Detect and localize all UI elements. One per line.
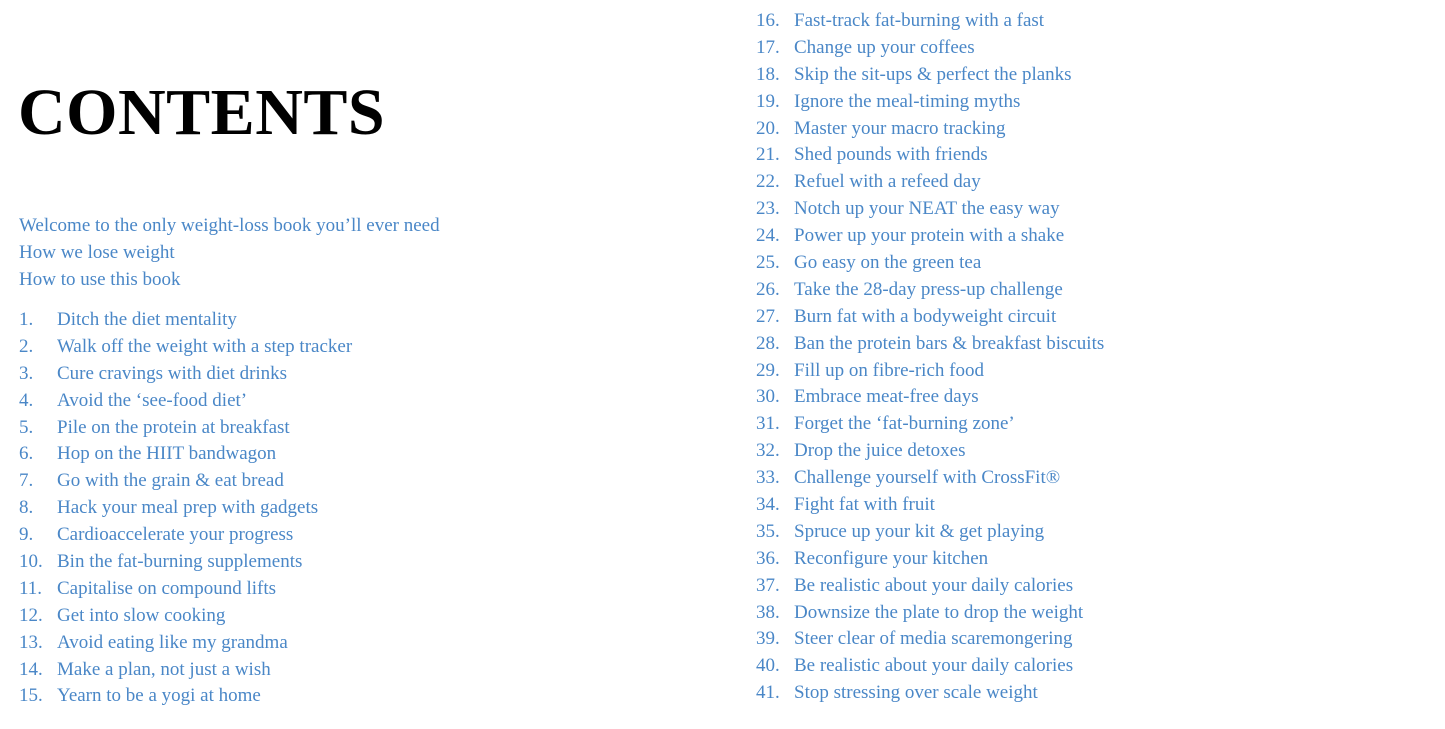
chapter-title: Reconfigure your kitchen (794, 547, 989, 569)
chapter-link[interactable] (19, 602, 352, 629)
chapter-link[interactable] (756, 141, 1104, 168)
chapter-title: Cure cravings with diet drinks (57, 362, 288, 384)
chapter-link[interactable] (756, 652, 1104, 679)
chapter-link[interactable] (756, 195, 1104, 222)
chapter-link[interactable] (756, 383, 1104, 410)
chapter-link[interactable] (19, 467, 352, 494)
chapter-title: Fight fat with fruit (794, 494, 935, 516)
chapter-number: 16. (756, 10, 780, 31)
page-title: CONTENTS (18, 76, 386, 149)
chapter-title: Hack your meal prep with gadgets (57, 497, 319, 519)
chapter-link[interactable] (756, 437, 1104, 464)
chapter-number: 38. (756, 601, 780, 623)
chapter-title: Avoid the ‘see-food diet’ (57, 389, 248, 411)
chapter-number: 10. (19, 551, 43, 573)
chapter-link[interactable] (756, 679, 1104, 706)
chapter-title: Go with the grain & eat bread (57, 470, 284, 492)
chapter-number: 18. (756, 63, 780, 85)
chapter-title: Get into slow cooking (57, 604, 226, 626)
chapter-number: 34. (756, 494, 780, 516)
chapter-number: 14. (19, 658, 43, 680)
chapter-list-left (19, 306, 352, 709)
chapter-title: Be realistic about your daily calories (794, 574, 1074, 596)
chapter-number: 40. (756, 655, 780, 677)
chapter-link[interactable] (756, 249, 1104, 276)
chapter-number: 33. (756, 467, 780, 489)
chapter-number: 12. (19, 604, 43, 626)
chapter-link[interactable] (19, 629, 352, 656)
chapter-title: Embrace meat-free days (794, 386, 979, 408)
chapter-title: Ban the protein bars & breakfast biscuits (794, 332, 1105, 354)
chapter-title: Master your macro tracking (794, 117, 1006, 139)
chapter-number: 28. (756, 332, 780, 354)
chapter-link[interactable] (756, 88, 1104, 115)
chapter-number: 27. (756, 305, 780, 327)
chapter-title: Steer clear of media scaremongering (794, 628, 1073, 650)
chapter-title: Shed pounds with friends (794, 144, 988, 166)
chapter-link[interactable] (19, 682, 352, 709)
chapter-title: Fast-track fat-burning with a fast (794, 10, 1045, 31)
chapter-link[interactable] (756, 222, 1104, 249)
chapter-number: 35. (756, 520, 780, 542)
intro-link-welcome[interactable]: Welcome to the only weight-loss book you’ll ever need (19, 215, 440, 236)
chapter-title: Yearn to be a yogi at home (57, 685, 261, 707)
chapter-number: 7. (19, 470, 34, 492)
chapter-number: 36. (756, 547, 780, 569)
chapter-link[interactable] (756, 518, 1104, 545)
chapter-number: 2. (19, 335, 34, 357)
chapter-link[interactable] (756, 61, 1104, 88)
chapter-title: Capitalise on compound lifts (57, 577, 277, 599)
chapter-link[interactable] (756, 464, 1104, 491)
chapter-number: 4. (19, 389, 34, 411)
chapter-title: Go easy on the green tea (794, 252, 982, 274)
chapter-number: 31. (756, 413, 780, 435)
chapter-list-right (756, 7, 1104, 706)
chapter-number: 39. (756, 628, 780, 650)
chapter-title: Power up your protein with a shake (794, 225, 1065, 247)
chapter-title: Challenge yourself with CrossFit® (794, 467, 1061, 489)
chapter-link[interactable] (19, 548, 352, 575)
chapter-title: Burn fat with a bodyweight circuit (794, 305, 1057, 327)
chapter-title: Change up your coffees (794, 36, 975, 58)
chapter-link[interactable] (756, 625, 1104, 652)
chapter-number: 9. (19, 524, 34, 546)
chapter-title: Ditch the diet mentality (57, 309, 237, 330)
chapter-title: Forget the ‘fat-burning zone’ (794, 413, 1015, 435)
chapter-link[interactable] (19, 440, 352, 467)
intro-link-how-to-use[interactable]: How to use this book (19, 269, 181, 290)
chapter-number: 3. (19, 362, 34, 384)
chapter-link[interactable] (19, 333, 352, 360)
chapter-number: 25. (756, 252, 780, 274)
chapter-link[interactable] (756, 572, 1104, 599)
chapter-number: 22. (756, 171, 780, 193)
chapter-title: Refuel with a refeed day (794, 171, 981, 193)
chapter-link[interactable] (756, 330, 1104, 357)
chapter-link[interactable] (756, 276, 1104, 303)
chapter-number: 5. (19, 416, 34, 438)
chapter-number: 15. (19, 685, 43, 707)
chapter-title: Pile on the protein at breakfast (57, 416, 290, 438)
chapter-title: Avoid eating like my grandma (57, 631, 288, 653)
chapter-title: Stop stressing over scale weight (794, 682, 1038, 704)
chapter-number: 37. (756, 574, 780, 596)
chapter-link[interactable] (19, 414, 352, 441)
chapter-link[interactable] (19, 575, 352, 602)
chapter-number: 8. (19, 497, 34, 519)
chapter-number: 20. (756, 117, 780, 139)
chapter-title: Downsize the plate to drop the weight (794, 601, 1084, 623)
chapter-title: Notch up your NEAT the easy way (794, 198, 1060, 220)
chapter-title: Drop the juice detoxes (794, 440, 966, 462)
chapter-link[interactable] (19, 306, 352, 333)
chapter-number: 13. (19, 631, 43, 653)
chapter-number: 24. (756, 225, 780, 247)
chapter-title: Be realistic about your daily calories (794, 655, 1074, 677)
chapter-link[interactable] (756, 545, 1104, 572)
chapter-title: Ignore the meal-timing myths (794, 90, 1021, 112)
chapter-title: Take the 28-day press-up challenge (794, 278, 1063, 300)
chapter-link[interactable] (756, 168, 1104, 195)
chapter-title: Fill up on fibre-rich food (794, 359, 984, 381)
chapter-link[interactable] (756, 115, 1104, 142)
chapter-number: 29. (756, 359, 780, 381)
chapter-number: 30. (756, 386, 780, 408)
chapter-title: Bin the fat-burning supplements (57, 551, 303, 573)
chapter-link[interactable] (756, 491, 1104, 518)
chapter-title: Cardioaccelerate your progress (57, 524, 294, 546)
chapter-number: 1. (19, 309, 34, 330)
chapter-title: Make a plan, not just a wish (57, 658, 271, 680)
chapter-title: Skip the sit-ups & perfect the planks (794, 63, 1072, 85)
chapter-number: 6. (19, 443, 34, 465)
chapter-link[interactable] (756, 34, 1104, 61)
chapter-number: 23. (756, 198, 780, 220)
chapter-link[interactable] (19, 521, 352, 548)
chapter-number: 19. (756, 90, 780, 112)
chapter-link[interactable] (756, 7, 1104, 34)
chapter-title: Spruce up your kit & get playing (794, 520, 1045, 542)
chapter-link[interactable] (756, 357, 1104, 384)
chapter-link[interactable] (756, 599, 1104, 626)
intro-link-how-we-lose-weight[interactable]: How we lose weight (19, 242, 175, 263)
chapter-title: Hop on the HIIT bandwagon (57, 443, 277, 465)
chapter-link[interactable] (756, 303, 1104, 330)
chapter-link[interactable] (19, 387, 352, 414)
chapter-number: 26. (756, 278, 780, 300)
chapter-link[interactable] (19, 494, 352, 521)
intro-list (19, 212, 440, 293)
chapter-number: 41. (756, 682, 780, 704)
chapter-number: 17. (756, 36, 780, 58)
chapter-link[interactable] (19, 656, 352, 683)
chapter-link[interactable] (19, 360, 352, 387)
chapter-number: 11. (19, 577, 43, 599)
chapter-title: Walk off the weight with a step tracker (57, 335, 353, 357)
chapter-link[interactable] (756, 410, 1104, 437)
chapter-number: 21. (756, 144, 780, 166)
chapter-number: 32. (756, 440, 780, 462)
